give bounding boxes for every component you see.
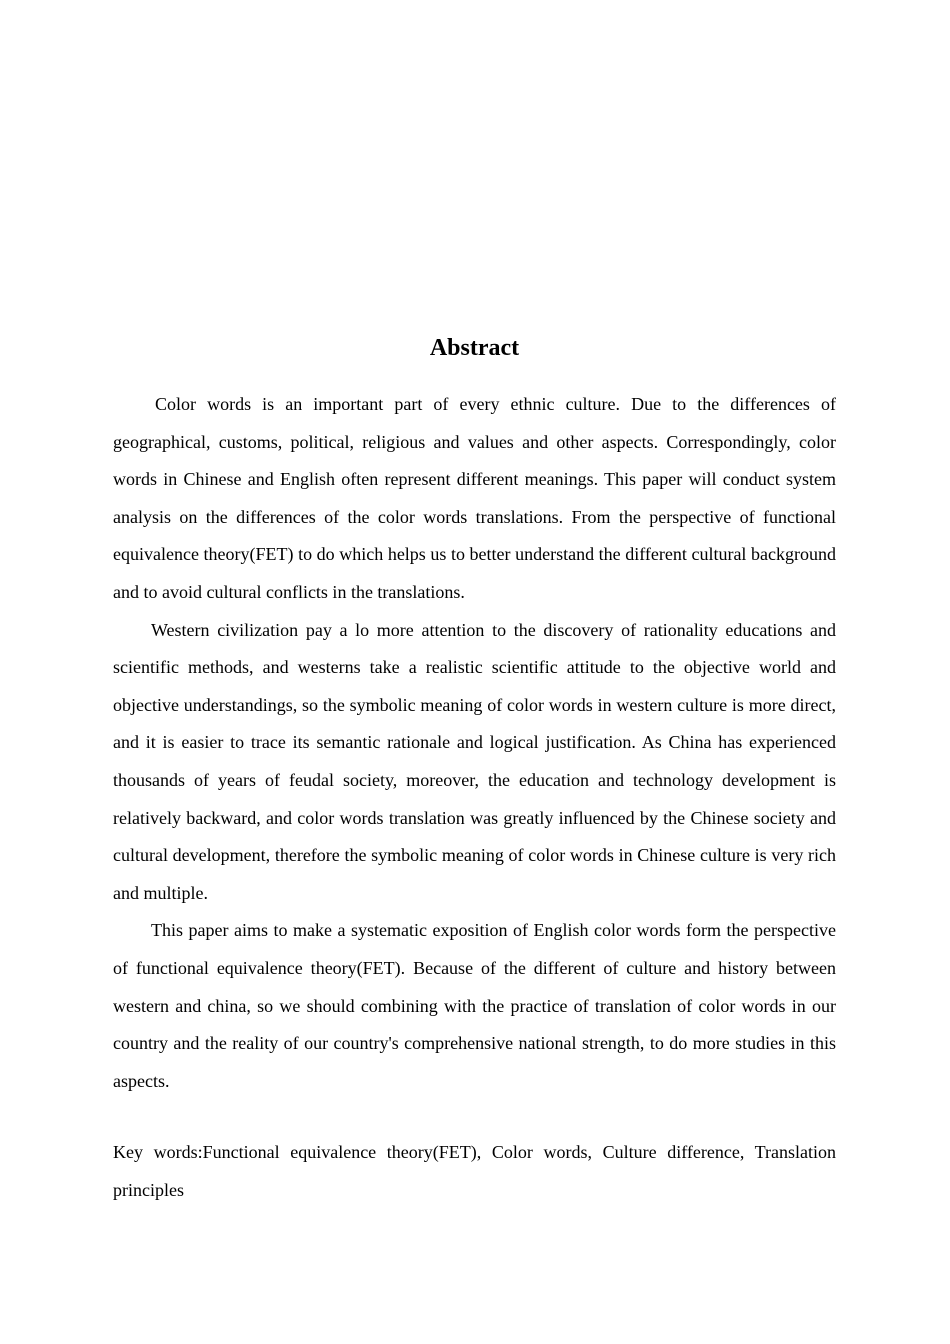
- abstract-title: Abstract: [429, 335, 520, 361]
- abstract-paragraph-1: Color words is an important part of every ethnic culture. Due to the differences of geographical, customs, political, religious and values and other aspects. Correspondingly, color words in Chinese and English often represent different meanings. This paper will conduct system analysis on the differences of the color words translations. From the perspective of functional equivalence theory(FET) to do which helps us to better understand the different cultural background and to avoid cultural conflicts in the translations.: [113, 394, 836, 602]
- abstract-paragraph-2: Western civilization pay a lo more attention to the discovery of rationality educations and scientific methods, and westerns take a realistic scientific attitude to the objective world and objective understandings, so the symbolic meaning of color words in western culture is more direct, and it is easier to trace its semantic rationale and logical justification. As China has experienced thousands of years of feudal society, moreover, the education and technology development is relatively backward, and color words translation was greatly influenced by the Chinese society and cultural development, therefore the symbolic meaning of color words in Chinese culture is very rich and multiple.: [113, 619, 836, 903]
- abstract-paragraph-3: This paper aims to make a systematic exposition of English color words form the perspective of functional equivalence theory(FET). Because of the different of culture and history between western and china, so we should combining with the practice of translation of color words in our country and the reality of our country's comprehensive national strength, to do more studies in this aspects.: [113, 920, 836, 1091]
- abstract-section: [113, 330, 836, 1209]
- keywords: Key words:Functional equivalence theory(FET), Color words, Culture difference, Translation principles: [113, 1142, 836, 1200]
